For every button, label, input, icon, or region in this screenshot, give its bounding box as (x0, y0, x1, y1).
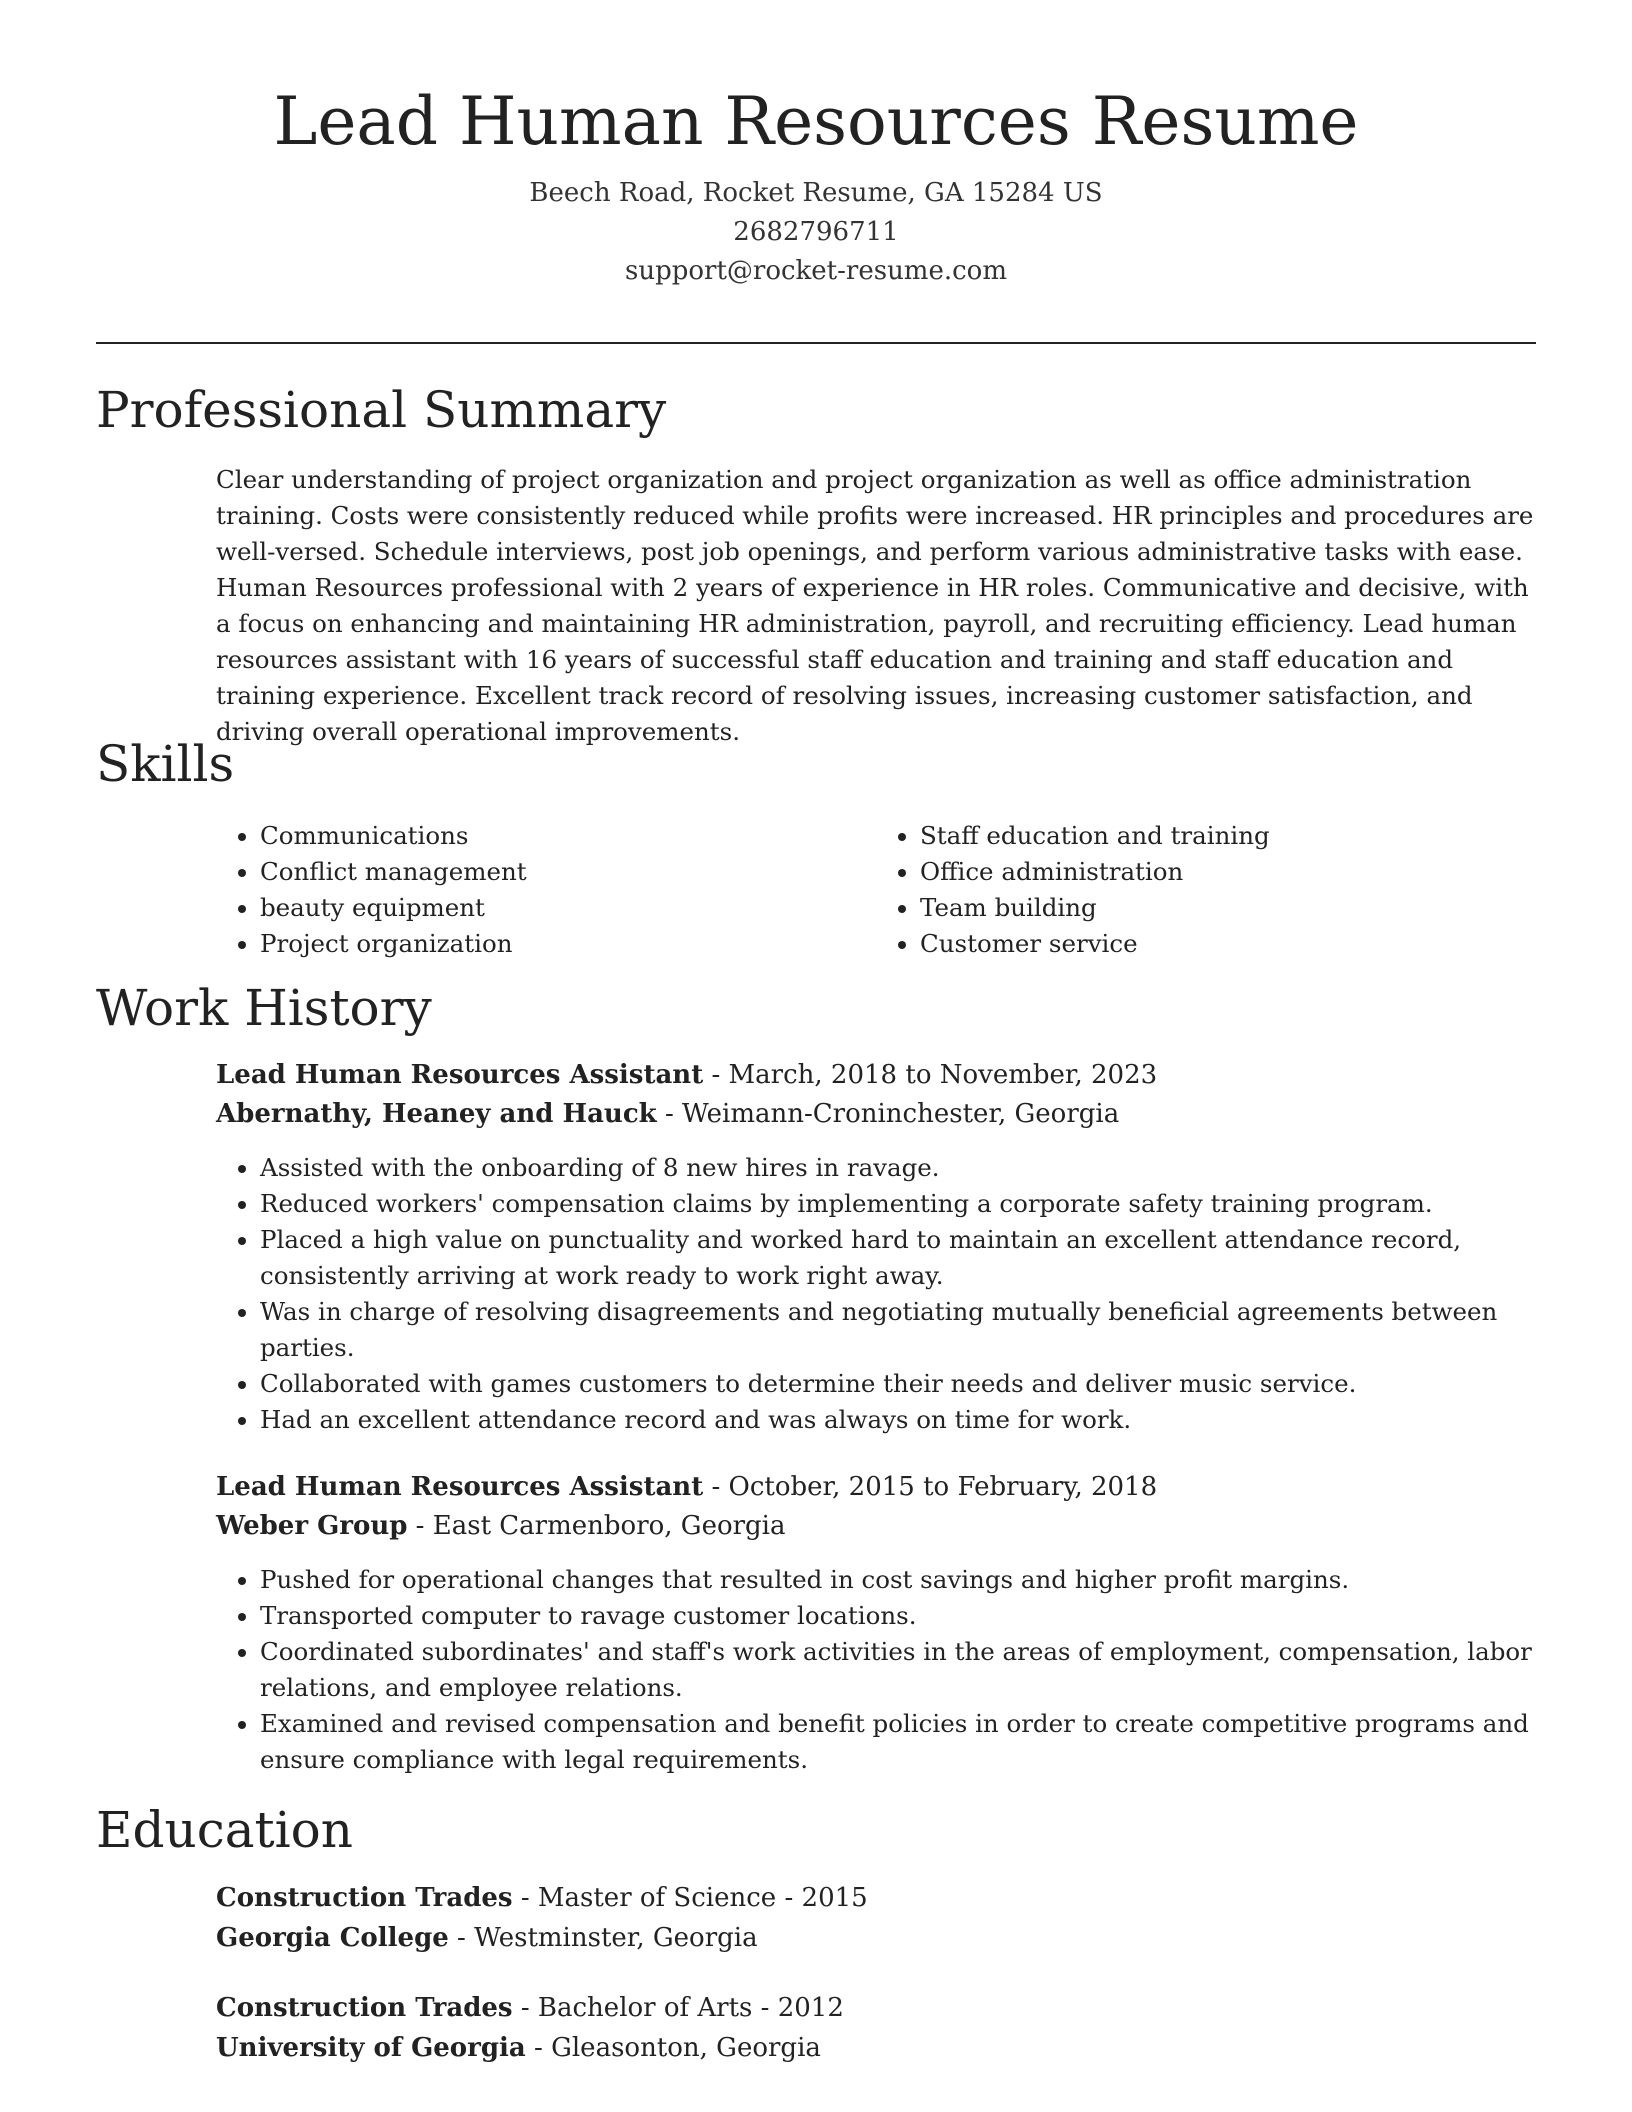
header-divider (96, 342, 1536, 344)
job-location: Weimann-Croninchester, Georgia (682, 1099, 1120, 1129)
skill-item: • Team building (920, 890, 1536, 926)
skill-item: • Communications (260, 818, 876, 854)
education-field: Construction Trades (216, 1883, 513, 1913)
job-bullet: • Pushed for operational changes that resulted in cost savings and higher profit margins. (260, 1562, 1536, 1598)
separator: - (703, 1060, 729, 1090)
skill-item: • Staff education and training (920, 818, 1536, 854)
phone-number: 2682796711 (733, 217, 899, 247)
skill-item: • Office administration (920, 854, 1536, 890)
separator: - (407, 1511, 433, 1541)
separator: - (703, 1472, 729, 1502)
education-school-line (216, 1918, 1536, 1958)
education-field: Construction Trades (216, 1993, 513, 2023)
job-bullet: • Was in charge of resolving disagreements and negotiating mutually beneficial agreements between parties. (260, 1294, 1536, 1366)
job-company: Weber Group (216, 1511, 408, 1541)
work-history-heading: Work History (96, 979, 432, 1037)
summary-heading: Professional Summary (96, 381, 667, 439)
job-dates: March, 2018 to November, 2023 (728, 1060, 1158, 1090)
job-bullet: • Coordinated subordinates' and staff's work activities in the areas of employment, compensation, labor relations, and employee relations. (260, 1634, 1536, 1706)
education-school-line (216, 2028, 1536, 2068)
skills-heading: Skills (96, 735, 235, 793)
job-title-line (216, 1056, 1536, 1095)
job-title-line (216, 1468, 1536, 1507)
summary-text: Clear understanding of project organization and project organization as well as office administration training. Costs were consistently reduced while profits were increased. HR principles and procedures are well-versed. Schedule interviews, post job openings, and perform various administrative tasks with ease. Human Resources professional with 2 years of experience in HR roles. Communicative and decisive, with a focus on enhancing and maintaining HR administration, payroll, and recruiting efficiency. Lead human resources assistant with 16 years of successful staff education and training and staff education and training experience. Excellent track record of resolving issues, increasing customer satisfaction, and driving overall operational improvements. (216, 465, 1534, 746)
job-location: East Carmenboro, Georgia (432, 1511, 786, 1541)
skill-item: • beauty equipment (260, 890, 876, 926)
skill-item: • Customer service (920, 926, 1536, 962)
education-location: Westminster, Georgia (474, 1923, 758, 1953)
education-degree-line (216, 1988, 1536, 2028)
job-bullet: • Collaborated with games customers to determine their needs and deliver music service. (260, 1366, 1536, 1402)
education-year: 2012 (777, 1993, 844, 2023)
separator: - (512, 1993, 538, 2023)
education-heading: Education (96, 1801, 353, 1859)
separator: - (525, 2033, 552, 2063)
separator: - (776, 1883, 802, 1913)
education-school: Georgia College (216, 1923, 449, 1953)
job-bullet: • Had an excellent attendance record and was always on time for work. (260, 1402, 1536, 1438)
resume-title: Lead Human Resources Resume (273, 83, 1359, 160)
education-degree: Master of Science (537, 1883, 777, 1913)
separator: - (656, 1099, 683, 1129)
job-entry (216, 1468, 1536, 1778)
resume-header (96, 80, 1536, 291)
skill-item: • Conflict management (260, 854, 876, 890)
education-entry (216, 1988, 1536, 2068)
separator: - (448, 1923, 475, 1953)
job-dates: October, 2015 to February, 2018 (728, 1472, 1158, 1502)
job-bullet: • Examined and revised compensation and benefit policies in order to create competitive programs and ensure compliance with legal requirements. (260, 1706, 1536, 1778)
education-entry (216, 1878, 1536, 1958)
job-bullet: • Placed a high value on punctuality and worked hard to maintain an excellent attendance record, consistently arriving at work ready to work right away. (260, 1222, 1536, 1294)
skills-column-left (216, 818, 876, 962)
skill-item: • Project organization (260, 926, 876, 962)
education-year: 2015 (801, 1883, 868, 1913)
education-location: Gleasonton, Georgia (551, 2033, 821, 2063)
job-position: Lead Human Resources Assistant (216, 1472, 704, 1502)
skills-column-right (876, 818, 1536, 962)
job-bullet: • Transported computer to ravage customer locations. (260, 1598, 1536, 1634)
job-company-line (216, 1095, 1536, 1134)
job-entry (216, 1056, 1536, 1438)
separator: - (752, 1993, 778, 2023)
education-degree-line (216, 1878, 1536, 1918)
skills-list (216, 818, 1536, 962)
job-bullet: • Reduced workers' compensation claims by implementing a corporate safety training program. (260, 1186, 1536, 1222)
education-school: University of Georgia (216, 2033, 526, 2063)
job-bullets (216, 1562, 1536, 1778)
job-bullet: • Assisted with the onboarding of 8 new hires in ravage. (260, 1150, 1536, 1186)
email-address: support@rocket-resume.com (624, 256, 1007, 286)
separator: - (512, 1883, 538, 1913)
job-company-line (216, 1507, 1536, 1546)
address: Beech Road, Rocket Resume, GA 15284 US (529, 178, 1103, 208)
job-company: Abernathy, Heaney and Hauck (216, 1099, 657, 1129)
job-position: Lead Human Resources Assistant (216, 1060, 704, 1090)
education-degree: Bachelor of Arts (537, 1993, 753, 2023)
job-bullets (216, 1150, 1536, 1438)
